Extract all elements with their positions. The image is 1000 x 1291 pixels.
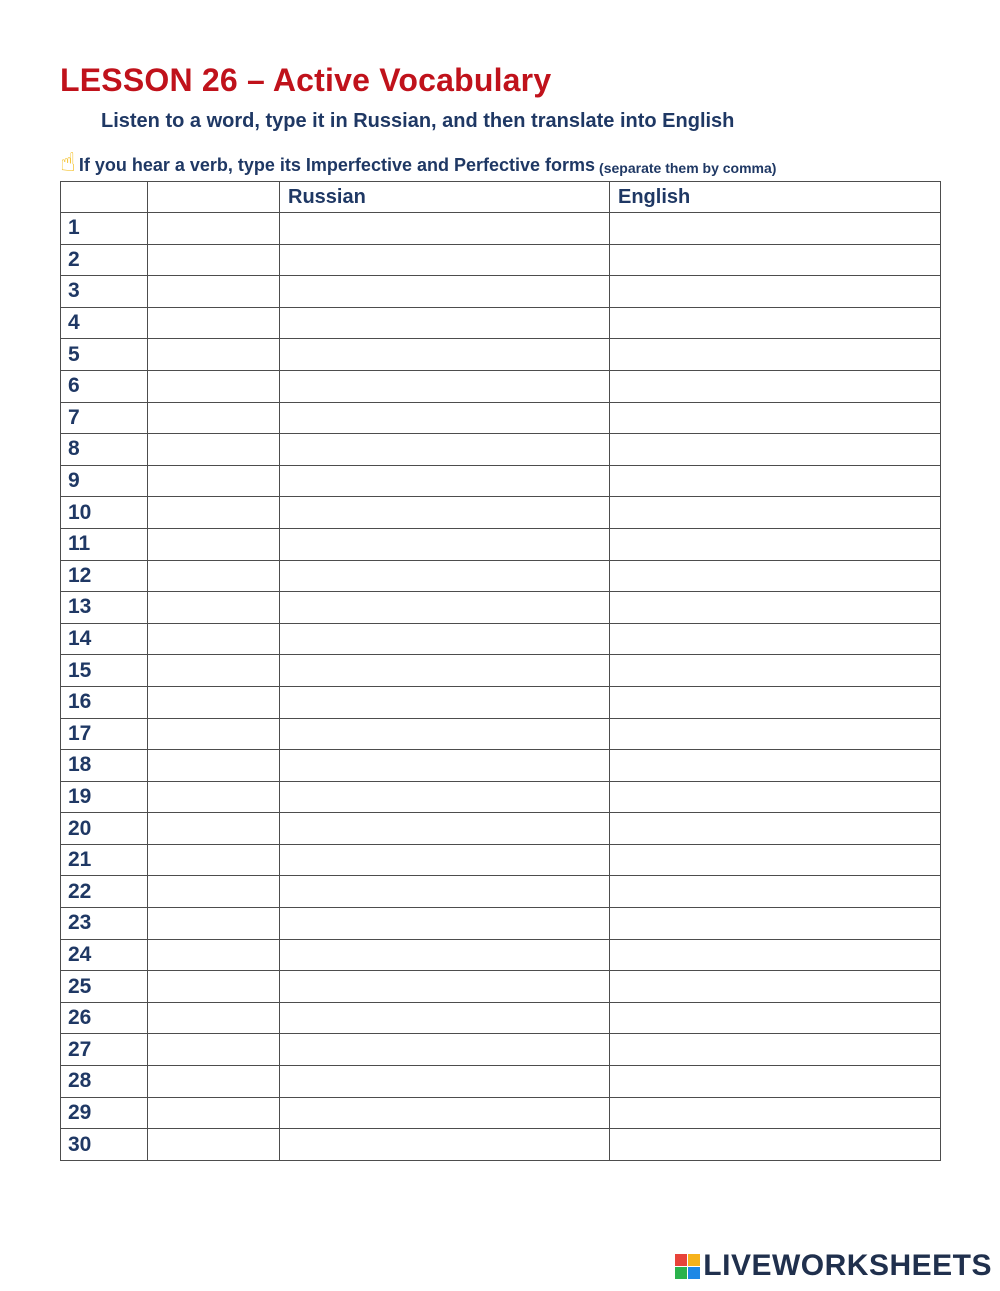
logo-square-l [675,1254,687,1266]
blank-input[interactable] [156,781,283,814]
blank-cell [148,1066,280,1098]
row-number: 20 [61,813,148,845]
table-row [61,1066,941,1098]
english-cell [610,434,941,466]
english-cell [610,402,941,434]
blank-cell [148,276,280,308]
row-number: 13 [61,592,148,624]
russian-cell [280,244,610,276]
english-cell [610,908,941,940]
russian-cell [280,750,610,782]
blank-cell [148,497,280,529]
english-cell [610,876,941,908]
russian-input[interactable] [288,1128,613,1161]
blank-input[interactable] [156,338,283,371]
blank-cell [148,339,280,371]
russian-input[interactable] [288,275,613,308]
english-cell [610,781,941,813]
blank-cell [148,655,280,687]
english-cell [610,592,941,624]
english-cell [610,813,941,845]
blank-input[interactable] [156,1097,283,1130]
table-row [61,560,941,592]
russian-cell [280,686,610,718]
russian-input[interactable] [288,939,613,972]
blank-input[interactable] [156,528,283,561]
table-row [61,686,941,718]
row-number: 16 [61,686,148,718]
english-cell [610,465,941,497]
english-input[interactable] [618,970,944,1003]
english-cell [610,339,941,371]
russian-input[interactable] [288,370,613,403]
table-row [61,213,941,245]
russian-cell [280,1066,610,1098]
english-cell [610,560,941,592]
blank-input[interactable] [156,875,283,908]
english-cell [610,370,941,402]
russian-input[interactable] [288,307,613,340]
table-row [61,592,941,624]
russian-cell [280,844,610,876]
russian-input[interactable] [288,686,613,719]
row-number: 19 [61,781,148,813]
blank-cell [148,592,280,624]
blank-input[interactable] [156,244,283,277]
table-row [61,971,941,1003]
blank-input[interactable] [156,212,283,245]
table-row [61,876,941,908]
english-input[interactable] [618,749,944,782]
russian-input[interactable] [288,844,613,877]
blank-input[interactable] [156,591,283,624]
logo-square-i [688,1254,700,1266]
instruction-verb-text: If you hear a verb, type its Imperfective and Perfective forms [78,155,596,175]
row-number: 28 [61,1066,148,1098]
russian-input[interactable] [288,591,613,624]
table-row [61,307,941,339]
english-input[interactable] [618,307,944,340]
english-input[interactable] [618,654,944,687]
russian-cell [280,939,610,971]
english-input[interactable] [618,686,944,719]
logo-square-e [688,1267,700,1279]
english-cell [610,213,941,245]
english-cell [610,528,941,560]
vocabulary-table [60,181,941,1161]
russian-cell [280,813,610,845]
english-cell [610,1034,941,1066]
row-number: 15 [61,655,148,687]
russian-input[interactable] [288,560,613,593]
english-cell [610,718,941,750]
russian-input[interactable] [288,496,613,529]
english-input[interactable] [618,338,944,371]
blank-cell [148,370,280,402]
russian-input[interactable] [288,244,613,277]
table-row [61,244,941,276]
russian-input[interactable] [288,1033,613,1066]
english-input[interactable] [618,433,944,466]
russian-input[interactable] [288,528,613,561]
blank-input[interactable] [156,686,283,719]
row-number: 7 [61,402,148,434]
russian-cell [280,276,610,308]
english-input[interactable] [618,370,944,403]
table-row [61,370,941,402]
row-number: 14 [61,623,148,655]
liveworksheets-brand [675,1249,992,1283]
row-number: 9 [61,465,148,497]
russian-input[interactable] [288,654,613,687]
russian-cell [280,434,610,466]
english-cell [610,686,941,718]
table-row [61,623,941,655]
blank-input[interactable] [156,402,283,435]
russian-cell [280,592,610,624]
blank-input[interactable] [156,1033,283,1066]
english-cell [610,276,941,308]
english-cell [610,244,941,276]
blank-cell [148,560,280,592]
english-input[interactable] [618,402,944,435]
row-number: 24 [61,939,148,971]
english-cell [610,1129,941,1161]
english-cell [610,1002,941,1034]
russian-input[interactable] [288,907,613,940]
russian-cell [280,560,610,592]
russian-input[interactable] [288,749,613,782]
russian-cell [280,1129,610,1161]
blank-cell [148,1097,280,1129]
instruction-listen: Listen to a word, type it in Russian, and then translate into English [101,110,735,132]
russian-input[interactable] [288,718,613,751]
logo-square-v [675,1267,687,1279]
blank-cell [148,402,280,434]
blank-cell [148,781,280,813]
russian-input[interactable] [288,465,613,498]
table-row [61,844,941,876]
table-row [61,813,941,845]
english-input[interactable] [618,907,944,940]
russian-cell [280,781,610,813]
row-number: 5 [61,339,148,371]
english-input[interactable] [618,939,944,972]
english-cell [610,939,941,971]
russian-input[interactable] [288,338,613,371]
english-input[interactable] [618,496,944,529]
russian-cell [280,971,610,1003]
table-row [61,528,941,560]
blank-input[interactable] [156,907,283,940]
blank-cell [148,718,280,750]
english-input[interactable] [618,560,944,593]
russian-input[interactable] [288,812,613,845]
blank-cell [148,213,280,245]
english-input[interactable] [618,781,944,814]
blank-input[interactable] [156,433,283,466]
blank-input[interactable] [156,1002,283,1035]
row-number: 27 [61,1034,148,1066]
table-row [61,750,941,782]
english-input[interactable] [618,244,944,277]
russian-input[interactable] [288,1002,613,1035]
header-number [61,182,148,213]
instruction-verb-note: (separate them by comma) [599,160,777,176]
row-number: 3 [61,276,148,308]
blank-cell [148,908,280,940]
russian-input[interactable] [288,212,613,245]
row-number: 23 [61,908,148,940]
blank-cell [148,307,280,339]
blank-cell [148,1129,280,1161]
english-input[interactable] [618,623,944,656]
row-number: 11 [61,528,148,560]
russian-cell [280,528,610,560]
russian-cell [280,465,610,497]
header-english: English [610,182,941,213]
english-input[interactable] [618,1002,944,1035]
header-russian: Russian [280,182,610,213]
row-number: 1 [61,213,148,245]
row-number: 29 [61,1097,148,1129]
blank-input[interactable] [156,275,283,308]
row-number: 30 [61,1129,148,1161]
blank-input[interactable] [156,970,283,1003]
russian-cell [280,876,610,908]
row-number: 26 [61,1002,148,1034]
blank-input[interactable] [156,654,283,687]
russian-cell [280,370,610,402]
blank-input[interactable] [156,623,283,656]
blank-cell [148,465,280,497]
table-row [61,939,941,971]
russian-cell [280,307,610,339]
blank-input[interactable] [156,718,283,751]
english-input[interactable] [618,1128,944,1161]
brand-name: LIVEWORKSHEETS [703,1249,992,1282]
blank-input[interactable] [156,307,283,340]
english-input[interactable] [618,844,944,877]
table-row [61,1129,941,1161]
english-input[interactable] [618,528,944,561]
english-cell [610,497,941,529]
english-input[interactable] [618,718,944,751]
table-row [61,465,941,497]
lesson-title: LESSON 26 – Active Vocabulary [60,62,552,98]
blank-input[interactable] [156,749,283,782]
blank-input[interactable] [156,496,283,529]
table-row [61,908,941,940]
table-row [61,276,941,308]
english-input[interactable] [618,875,944,908]
russian-cell [280,402,610,434]
blank-cell [148,971,280,1003]
russian-input[interactable] [288,781,613,814]
row-number: 6 [61,370,148,402]
table-row [61,434,941,466]
blank-input[interactable] [156,465,283,498]
blank-input[interactable] [156,1128,283,1161]
blank-cell [148,244,280,276]
blank-cell [148,750,280,782]
row-number: 2 [61,244,148,276]
pointing-hand-icon: ☝ [60,148,76,178]
english-input[interactable] [618,1065,944,1098]
blank-cell [148,939,280,971]
table-row [61,1034,941,1066]
blank-cell [148,1034,280,1066]
english-input[interactable] [618,465,944,498]
blank-cell [148,623,280,655]
blank-cell [148,813,280,845]
table-row [61,781,941,813]
english-cell [610,655,941,687]
row-number: 12 [61,560,148,592]
instruction-verb [60,146,776,176]
english-input[interactable] [618,275,944,308]
english-cell [610,750,941,782]
table-row [61,339,941,371]
row-number: 25 [61,971,148,1003]
row-number: 8 [61,434,148,466]
russian-cell [280,1002,610,1034]
english-cell [610,623,941,655]
table-header-row [61,182,941,213]
russian-input[interactable] [288,402,613,435]
table-row [61,1097,941,1129]
blank-cell [148,528,280,560]
row-number: 21 [61,844,148,876]
russian-input[interactable] [288,623,613,656]
russian-cell [280,1034,610,1066]
row-number: 10 [61,497,148,529]
russian-cell [280,497,610,529]
russian-input[interactable] [288,1097,613,1130]
blank-cell [148,844,280,876]
english-input[interactable] [618,591,944,624]
russian-cell [280,339,610,371]
english-input[interactable] [618,1097,944,1130]
english-cell [610,971,941,1003]
liveworksheets-logo-icon [675,1254,700,1279]
blank-input[interactable] [156,560,283,593]
table-row [61,718,941,750]
english-input[interactable] [618,212,944,245]
blank-input[interactable] [156,1065,283,1098]
table-row [61,655,941,687]
english-cell [610,1097,941,1129]
row-number: 17 [61,718,148,750]
table-row [61,497,941,529]
blank-cell [148,434,280,466]
blank-input[interactable] [156,370,283,403]
row-number: 4 [61,307,148,339]
english-cell [610,307,941,339]
russian-cell [280,655,610,687]
russian-input[interactable] [288,1065,613,1098]
russian-input[interactable] [288,970,613,1003]
blank-input[interactable] [156,844,283,877]
russian-cell [280,718,610,750]
vocabulary-rows [61,213,941,1161]
blank-cell [148,1002,280,1034]
blank-cell [148,876,280,908]
english-cell [610,844,941,876]
russian-cell [280,623,610,655]
russian-cell [280,1097,610,1129]
table-row [61,402,941,434]
english-input[interactable] [618,812,944,845]
blank-input[interactable] [156,939,283,972]
russian-input[interactable] [288,875,613,908]
english-cell [610,1066,941,1098]
russian-cell [280,213,610,245]
table-row [61,1002,941,1034]
blank-cell [148,686,280,718]
header-blank [148,182,280,213]
english-input[interactable] [618,1033,944,1066]
row-number: 22 [61,876,148,908]
russian-input[interactable] [288,433,613,466]
row-number: 18 [61,750,148,782]
blank-input[interactable] [156,812,283,845]
russian-cell [280,908,610,940]
